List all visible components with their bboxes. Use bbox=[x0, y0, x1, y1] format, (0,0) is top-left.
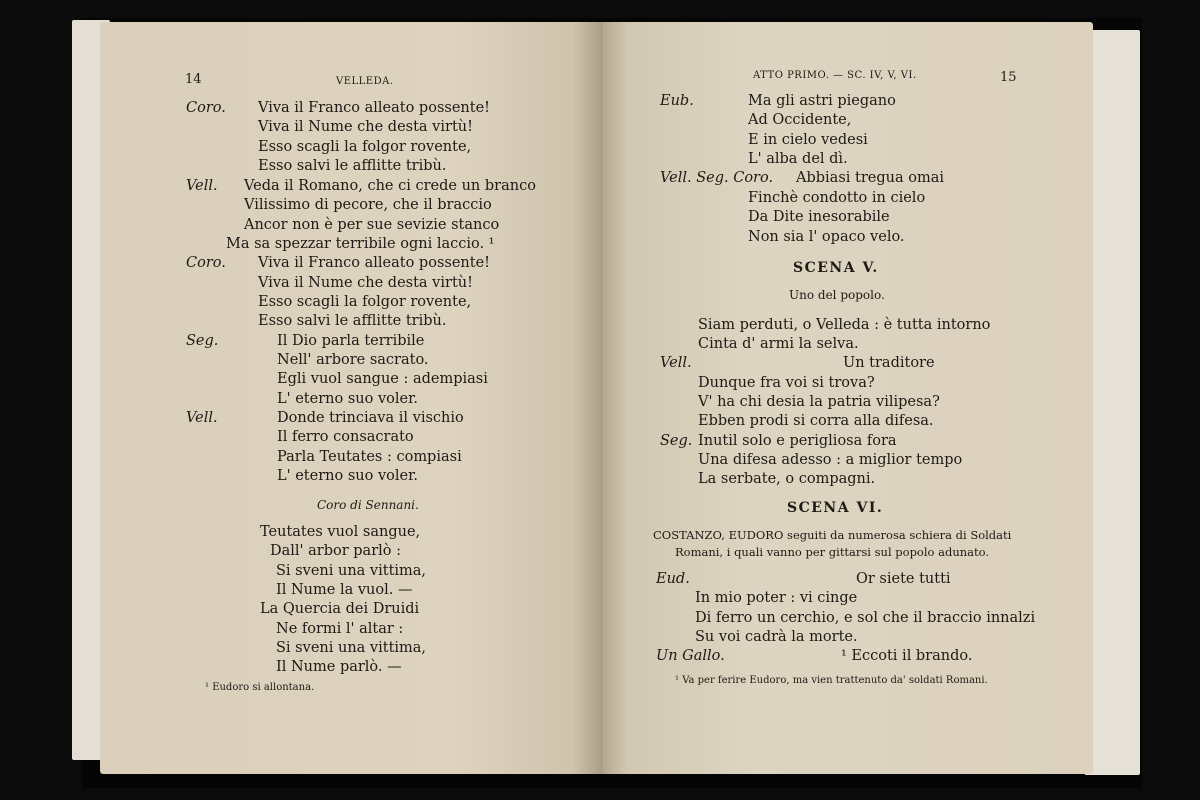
verse-line: ¹ Eccoti il brando. bbox=[841, 648, 973, 664]
verse-line: Ma sa spezzar terribile ogni laccio. ¹ bbox=[226, 236, 495, 252]
speaker-label: Vell. bbox=[186, 410, 218, 426]
verse-line: In mio poter : vi cinge bbox=[695, 590, 858, 606]
verse-line: Veda il Romano, che ci crede un branco bbox=[244, 178, 536, 194]
verse-line: Esso scagli la folgor rovente, bbox=[258, 139, 472, 155]
verse-line: Di ferro un cerchio, e sol che il braccio innalzi bbox=[695, 610, 1036, 626]
verse-line: Abbiasi tregua omai bbox=[796, 170, 944, 186]
verse-line: Dunque fra voi si trova? bbox=[698, 375, 875, 391]
speaker-label: Coro. bbox=[186, 255, 226, 271]
verse-line: Esso salvi le afflitte tribù. bbox=[258, 313, 447, 329]
running-header: ATTO PRIMO. — SC. IV, V, VI. bbox=[753, 70, 917, 81]
verse-line: Cinta d' armi la selva. bbox=[698, 336, 859, 352]
verse-line: Esso scagli la folgor rovente, bbox=[258, 294, 472, 310]
verse-line: Su voi cadrà la morte. bbox=[695, 629, 858, 645]
verse-line: Viva il Franco alleato possente! bbox=[258, 100, 490, 116]
verse-line: Dall' arbor parlò : bbox=[270, 543, 401, 559]
verse-line: Viva il Franco alleato possente! bbox=[258, 255, 490, 271]
speaker-label: Eub. bbox=[660, 93, 694, 109]
book-cover-edge-right bbox=[1085, 30, 1140, 775]
right-page bbox=[603, 22, 1093, 774]
scene-subtitle: Uno del popolo. bbox=[789, 288, 885, 302]
left-page bbox=[100, 22, 603, 774]
verse-line: Vilissimo di pecore, che il braccio bbox=[244, 197, 492, 213]
verse-line: Teutates vuol sangue, bbox=[260, 524, 421, 540]
footnote: ¹ Eudoro si allontana. bbox=[205, 682, 315, 693]
verse-line: Il Nume la vuol. — bbox=[276, 582, 413, 598]
verse-line: Viva il Nume che desta virtù! bbox=[258, 119, 473, 135]
verse-line: Ne formi l' altar : bbox=[276, 621, 404, 637]
verse-line: Viva il Nume che desta virtù! bbox=[258, 275, 473, 291]
verse-line: Or siete tutti bbox=[856, 571, 951, 587]
verse-line: Finchè condotto in cielo bbox=[748, 190, 926, 206]
speaker-label: Vell. bbox=[186, 178, 218, 194]
speaker-label: Vell. bbox=[660, 355, 692, 371]
stage-direction: COSTANZO, EUDORO seguiti da numerosa schiera di Soldati bbox=[653, 528, 1012, 542]
scene-title: SCENA VI. bbox=[787, 500, 884, 516]
verse-line: L' eterno suo voler. bbox=[277, 468, 419, 484]
verse-line: La serbate, o compagni. bbox=[698, 471, 876, 487]
verse-line: Il Dio parla terribile bbox=[277, 333, 425, 349]
verse-line: Il Nume parlò. — bbox=[276, 659, 402, 675]
page-number: 15 bbox=[1000, 70, 1017, 85]
verse-line: Il ferro consacrato bbox=[277, 429, 414, 445]
speaker-label: Vell. Seg. Coro. bbox=[660, 170, 774, 186]
footnote: ¹ Va per ferire Eudoro, ma vien trattenuto da' soldati Romani. bbox=[675, 675, 988, 686]
speaker-label: Coro. bbox=[186, 100, 226, 116]
verse-line: Inutil solo e perigliosa fora bbox=[698, 433, 897, 449]
verse-line: Si sveni una vittima, bbox=[276, 563, 427, 579]
verse-line: L' eterno suo voler. bbox=[277, 391, 419, 407]
verse-line: Ancor non è per sue sevizie stanco bbox=[244, 217, 500, 233]
verse-line: Non sia l' opaco velo. bbox=[748, 229, 905, 245]
verse-line: Ad Occidente, bbox=[748, 112, 852, 128]
speaker-label: Seg. bbox=[660, 433, 693, 449]
running-header: VELLEDA. bbox=[336, 76, 394, 87]
speaker-label: Un Gallo. bbox=[656, 648, 725, 664]
verse-line: Esso salvi le afflitte tribù. bbox=[258, 158, 447, 174]
verse-line: Ma gli astri piegano bbox=[748, 93, 896, 109]
verse-line: La Quercia dei Druidi bbox=[260, 601, 420, 617]
verse-line: V' ha chi desia la patria vilipesa? bbox=[698, 394, 940, 410]
verse-line: Nell' arbore sacrato. bbox=[277, 352, 429, 368]
verse-line: Da Dite inesorabile bbox=[748, 209, 890, 225]
verse-line: Si sveni una vittima, bbox=[276, 640, 427, 656]
scene-title: SCENA V. bbox=[793, 260, 879, 276]
speaker-label: Seg. bbox=[186, 333, 219, 349]
verse-line: Un traditore bbox=[843, 355, 935, 371]
verse-line: Ebben prodi si corra alla difesa. bbox=[698, 413, 934, 429]
verse-line: Parla Teutates : compiasi bbox=[277, 449, 462, 465]
verse-line: E in cielo vedesi bbox=[748, 132, 868, 148]
verse-line: Egli vuol sangue : adempiasi bbox=[277, 371, 488, 387]
stage-direction: Romani, i quali vanno per gittarsi sul popolo adunato. bbox=[675, 545, 989, 559]
verse-line: L' alba del dì. bbox=[748, 151, 848, 167]
verse-line: Donde trinciava il vischio bbox=[277, 410, 464, 426]
verse-line: Una difesa adesso : a miglior tempo bbox=[698, 452, 963, 468]
speaker-label: Eud. bbox=[656, 571, 690, 587]
verse-line: Siam perduti, o Velleda : è tutta intorno bbox=[698, 317, 991, 333]
section-title: Coro di Sennani. bbox=[317, 498, 419, 512]
page-number: 14 bbox=[185, 72, 202, 87]
